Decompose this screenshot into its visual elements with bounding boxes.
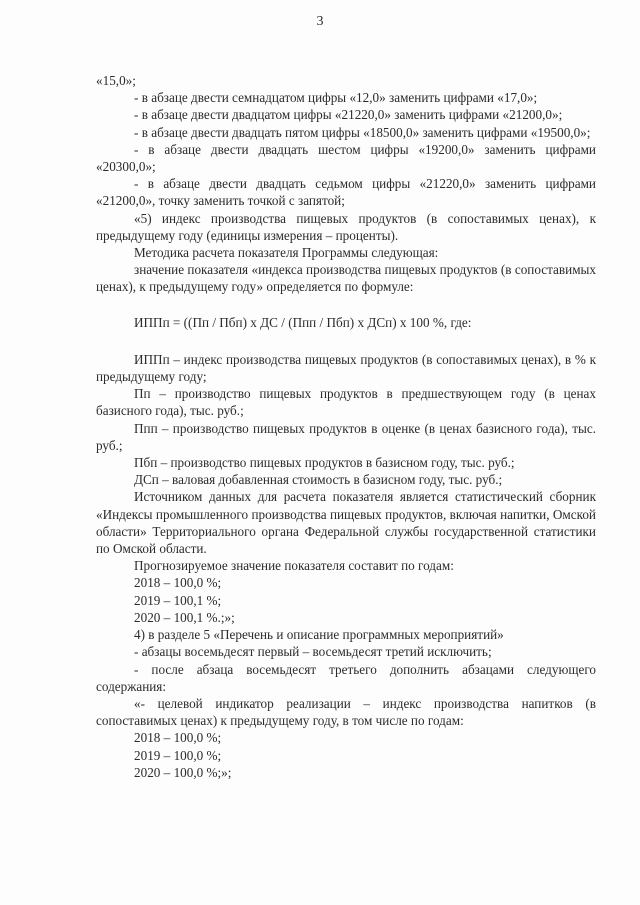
paragraph: Методика расчета показателя Программы следующая:	[134, 245, 439, 261]
paragraph: Ппп – производство пищевых продуктов в оценке (в ценах базисного года), тыс. руб.;	[96, 420, 596, 453]
paragraph: ДСп – валовая добавленная стоимость в базисном году, тыс. руб.;	[134, 472, 503, 488]
paragraph: - в абзаце двести двадцать пятом цифры «18500,0» заменить цифрами «19500,0»;	[134, 124, 591, 140]
paragraph: значение показателя «индекса производства пищевых продуктов (в сопоставимых ценах), к предыдущему году» определяется по формуле:	[96, 262, 596, 295]
formula-line: ИППп = ((Пп / Пбп) х ДС / (Ппп / Пбп) х ДСп) х 100 %, где:	[134, 314, 472, 330]
paragraph: - в абзаце двести двадцать седьмом цифры «21220,0» заменить цифрами «21200,0», точку заменить точкой с запятой;	[96, 176, 596, 209]
paragraph: «- целевой индикатор реализации – индекс производства напитков (в сопоставимых ценах) к предыдущему году, в том числе по годам:	[96, 695, 596, 729]
document-body	[96, 72, 596, 781]
paragraph: - в абзаце двести двадцатом цифры «21220,0» заменить цифрами «21200,0»;	[134, 107, 563, 123]
paragraph: 2018 – 100,0 %;	[134, 730, 222, 746]
paragraph: - в абзаце двести двадцать шестом цифры «19200,0» заменить цифрами «20300,0»;	[96, 141, 596, 175]
paragraph: Источником данных для расчета показателя является статистический сборник «Индексы промышленного производства пищевых продуктов, включая напитки, Омской области» Территориального органа Федеральной службы государственной статистики по Омской области.	[96, 489, 596, 557]
page-number: 3	[316, 14, 324, 29]
paragraph: 2019 – 100,1 %;	[134, 592, 222, 608]
paragraph: 4) в разделе 5 «Перечень и описание программных мероприятий»	[134, 627, 504, 643]
paragraph: ИППп – индекс производства пищевых продуктов (в сопоставимых ценах), в % к предыдущему году;	[96, 351, 596, 385]
paragraph: 2018 – 100,0 %;	[134, 575, 222, 591]
paragraph: 2019 – 100,0 %;	[134, 747, 222, 763]
paragraph: «15,0»;	[96, 73, 136, 88]
paragraph: - абзацы восемьдесят первый – восемьдесят третий исключить;	[134, 644, 492, 660]
paragraph: Пбп – производство пищевых продуктов в базисном году, тыс. руб.;	[134, 455, 515, 471]
paragraph: Пп – производство пищевых продуктов в предшествующем году (в ценах базисного года), тыс. руб.;	[96, 386, 596, 419]
paragraph: 2020 – 100,1 %.;»;	[134, 609, 235, 625]
paragraph: - в абзаце двести семнадцатом цифры «12,0» заменить цифрами «17,0»;	[134, 90, 538, 106]
paragraph: Прогнозируемое значение показателя составит по годам:	[134, 558, 454, 574]
paragraph: «5) индекс производства пищевых продуктов (в сопоставимых ценах), к предыдущему году (единицы измерения – проценты).	[96, 210, 596, 243]
paragraph: 2020 – 100,0 %;»;	[134, 764, 232, 780]
paragraph: - после абзаца восемьдесят третьего дополнить абзацами следующего содержания:	[96, 661, 596, 694]
